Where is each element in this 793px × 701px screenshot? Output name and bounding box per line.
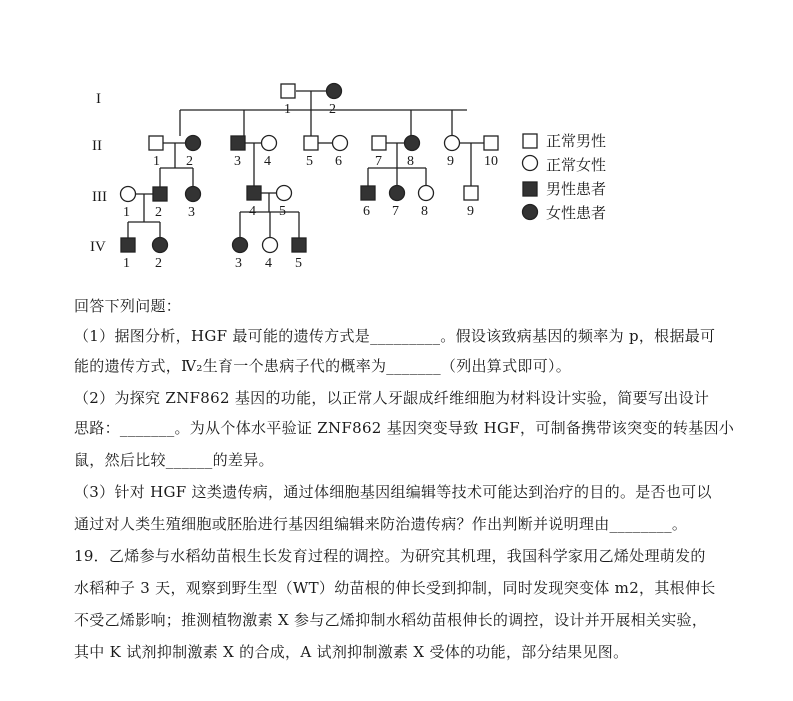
ind-number: 4 — [249, 204, 256, 219]
ind-number: 6 — [335, 154, 342, 169]
legend-affected-female-symbol — [523, 205, 538, 220]
III-8-normal-female — [419, 186, 434, 201]
q1-line-2: 能的遗传方式，Ⅳ₂生育一个患病子代的概率为_______（列出算式即可）。 — [74, 357, 572, 375]
II-10-normal-male — [484, 136, 498, 150]
ind-number: 1 — [123, 205, 130, 220]
III-6-affected-male — [361, 186, 375, 200]
II-2-affected-female — [186, 136, 201, 151]
III-5-normal-female — [277, 186, 292, 201]
q2-line-1: （2）为探究 ZNF862 基因的功能，以正常人牙龈成纤维细胞为材料设计实验，简要写出设计 — [74, 389, 710, 407]
ind-number: 4 — [265, 256, 272, 271]
ind-number: 2 — [329, 102, 336, 117]
q1-line-1: （1）据图分析，HGF 最可能的遗传方式是_________。假设该致病基因的频率为 p，根据最可 — [74, 327, 716, 345]
III-1-normal-female — [121, 187, 136, 202]
I-2-affected-female — [327, 84, 342, 99]
ind-number: 1 — [123, 256, 130, 271]
IV-5-affected-male — [292, 238, 306, 252]
II-1-normal-male — [149, 136, 163, 150]
III-4-affected-male — [247, 186, 261, 200]
III-9-normal-male — [464, 186, 478, 200]
q2-line-2: 思路：_______。为从个体水平验证 ZNF862 基因突变导致 HGF，可制备携带该突变的转基因小 — [74, 419, 735, 437]
II-4-normal-female — [262, 136, 277, 151]
legend-normal-male: 正常男性 — [546, 134, 607, 150]
ind-number: 9 — [467, 204, 474, 219]
ind-number: 7 — [392, 204, 399, 219]
II-7-normal-male — [372, 136, 386, 150]
ind-number: 2 — [155, 256, 162, 271]
I-1-normal-male — [281, 84, 295, 98]
ind-number: 3 — [188, 205, 195, 220]
q19-line-3: 不受乙烯影响；推测植物激素 X 参与乙烯抑制水稻幼苗根伸长的调控，设计并开展相关实验， — [74, 611, 708, 629]
ind-number: 8 — [407, 154, 414, 169]
q3-line-1: （3）针对 HGF 这类遗传病，通过体细胞基因组编辑等技术可能达到治疗的目的。是否也可以 — [74, 483, 712, 501]
legend-normal-male-symbol — [523, 134, 537, 148]
II-5-normal-male — [304, 136, 318, 150]
legend-affected-female: 女性患者 — [546, 206, 607, 222]
IV-3-affected-female — [233, 238, 248, 253]
legend-affected-male-symbol — [523, 182, 537, 196]
II-6-normal-female — [333, 136, 348, 151]
legend-normal-female: 正常女性 — [546, 158, 607, 174]
ind-number: 1 — [284, 102, 291, 117]
gen-label: IV — [90, 239, 106, 255]
pedigree-legend — [546, 133, 606, 222]
ind-number: 4 — [264, 154, 271, 169]
ind-number: 9 — [447, 154, 454, 169]
gen-label: II — [92, 138, 102, 154]
ind-number: 2 — [155, 205, 162, 220]
q19-line-4: 其中 K 试剂抑制激素 X 的合成，A 试剂抑制激素 X 受体的功能，部分结果见图。 — [74, 643, 629, 661]
generation-labels — [90, 91, 107, 255]
ind-number: 5 — [295, 256, 302, 271]
pedigree-chart — [0, 0, 793, 290]
ind-number: 5 — [306, 154, 313, 169]
gen-label: I — [96, 91, 101, 107]
ind-number: 7 — [375, 154, 382, 169]
III-7-affected-female — [390, 186, 405, 201]
q19-line-1: 19．乙烯参与水稻幼苗根生长发育过程的调控。为研究其机理，我国科学家用乙烯处理萌发的 — [74, 547, 706, 565]
II-9-normal-female — [445, 136, 460, 151]
q3-line-2: 通过对人类生殖细胞或胚胎进行基因组编辑来防治遗传病？作出判断并说明理由________。 — [74, 515, 688, 533]
ind-number: 2 — [186, 154, 193, 169]
ind-number: 6 — [363, 204, 370, 219]
q19-line-2: 水稻种子 3 天，观察到野生型（WT）幼苗根的伸长受到抑制，同时发现突变体 m2，其根伸长 — [74, 579, 716, 597]
legend-normal-female-symbol — [523, 156, 538, 171]
III-2-affected-male — [153, 187, 167, 201]
intro-line: 回答下列问题： — [74, 297, 182, 315]
ind-number: 3 — [234, 154, 241, 169]
q2-line-3: 鼠，然后比较______的差异。 — [74, 451, 274, 469]
gen-label: III — [92, 189, 107, 205]
ind-number: 3 — [235, 256, 242, 271]
II-8-affected-female — [405, 136, 420, 151]
ind-number: 10 — [484, 154, 498, 169]
III-3-affected-female — [186, 187, 201, 202]
II-3-affected-male — [231, 136, 245, 150]
ind-number: 8 — [421, 204, 428, 219]
IV-4-normal-female — [263, 238, 278, 253]
legend-affected-male: 男性患者 — [546, 182, 607, 198]
IV-1-affected-male — [121, 238, 135, 252]
IV-2-affected-female — [153, 238, 168, 253]
ind-number: 1 — [153, 154, 160, 169]
ind-number: 5 — [279, 204, 286, 219]
